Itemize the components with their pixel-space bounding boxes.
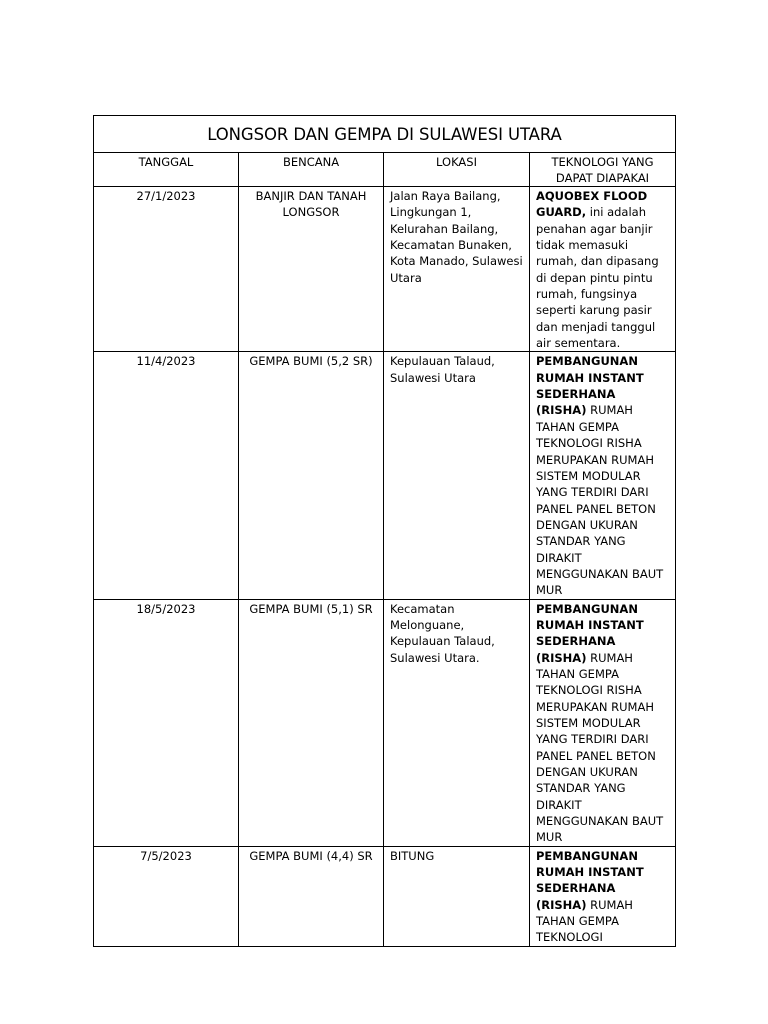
header-location: LOKASI (384, 153, 530, 187)
technology-description: RUMAH TAHAN GEMPA TEKNOLOGI (536, 897, 633, 945)
technology-cell (530, 846, 676, 946)
table-row (94, 352, 676, 599)
disaster-cell: GEMPA BUMI (5,2 SR) (239, 352, 384, 599)
technology-name: AQUOBEX FLOOD GUARD, (536, 189, 648, 220)
table-row (94, 846, 676, 946)
table-title-row (94, 116, 676, 153)
technology-cell (530, 187, 676, 352)
disaster-cell: GEMPA BUMI (4,4) SR (239, 846, 384, 946)
table-title: LONGSOR DAN GEMPA DI SULAWESI UTARA (94, 116, 676, 153)
date-cell: 18/5/2023 (94, 599, 239, 846)
location-cell: Kecamatan Melonguane, Kepulauan Talaud, Sulawesi Utara. (384, 599, 530, 846)
technology-name: PEMBANGUNAN RUMAH INSTANT SEDERHANA (RISHA) (536, 601, 644, 665)
header-technology: TEKNOLOGI YANG DAPAT DIAPAKAI (530, 153, 676, 187)
table-row (94, 599, 676, 846)
location-cell: BITUNG (384, 846, 530, 946)
location-cell: Jalan Raya Bailang, Lingkungan 1, Kelurahan Bailang, Kecamatan Bunaken, Kota Manado, Sulawesi Utara (384, 187, 530, 352)
technology-name: PEMBANGUNAN RUMAH INSTANT SEDERHANA (RISHA) (536, 354, 644, 418)
disaster-cell: BANJIR DAN TANAH LONGSOR (239, 187, 384, 352)
header-date: TANGGAL (94, 153, 239, 187)
date-cell: 27/1/2023 (94, 187, 239, 352)
table-header-row (94, 153, 676, 187)
location-cell: Kepulauan Talaud, Sulawesi Utara (384, 352, 530, 599)
date-cell: 7/5/2023 (94, 846, 239, 946)
date-cell: 11/4/2023 (94, 352, 239, 599)
technology-cell (530, 352, 676, 599)
technology-description: RUMAH TAHAN GEMPA TEKNOLOGI RISHA MERUPAKAN RUMAH SISTEM MODULAR YANG TERDIRI DARI PANEL PANEL BETON DENGAN UKURAN STANDAR YANG DIRAKIT MENGGUNAKAN BAUT MUR (536, 403, 664, 598)
technology-cell (530, 599, 676, 846)
disaster-table (93, 115, 676, 947)
table-row (94, 187, 676, 352)
disaster-cell: GEMPA BUMI (5,1) SR (239, 599, 384, 846)
technology-name: PEMBANGUNAN RUMAH INSTANT SEDERHANA (RISHA) (536, 848, 644, 912)
technology-description: RUMAH TAHAN GEMPA TEKNOLOGI RISHA MERUPAKAN RUMAH SISTEM MODULAR YANG TERDIRI DARI PANEL PANEL BETON DENGAN UKURAN STANDAR YANG DIRAKIT MENGGUNAKAN BAUT MUR (536, 650, 664, 845)
header-disaster: BENCANA (239, 153, 384, 187)
technology-description: ini adalah penahan agar banjir tidak memasuki rumah, dan dipasang di depan pintu pintu rumah, fungsinya seperti karung pasir dan menjadi tanggul air sementara. (536, 205, 659, 351)
